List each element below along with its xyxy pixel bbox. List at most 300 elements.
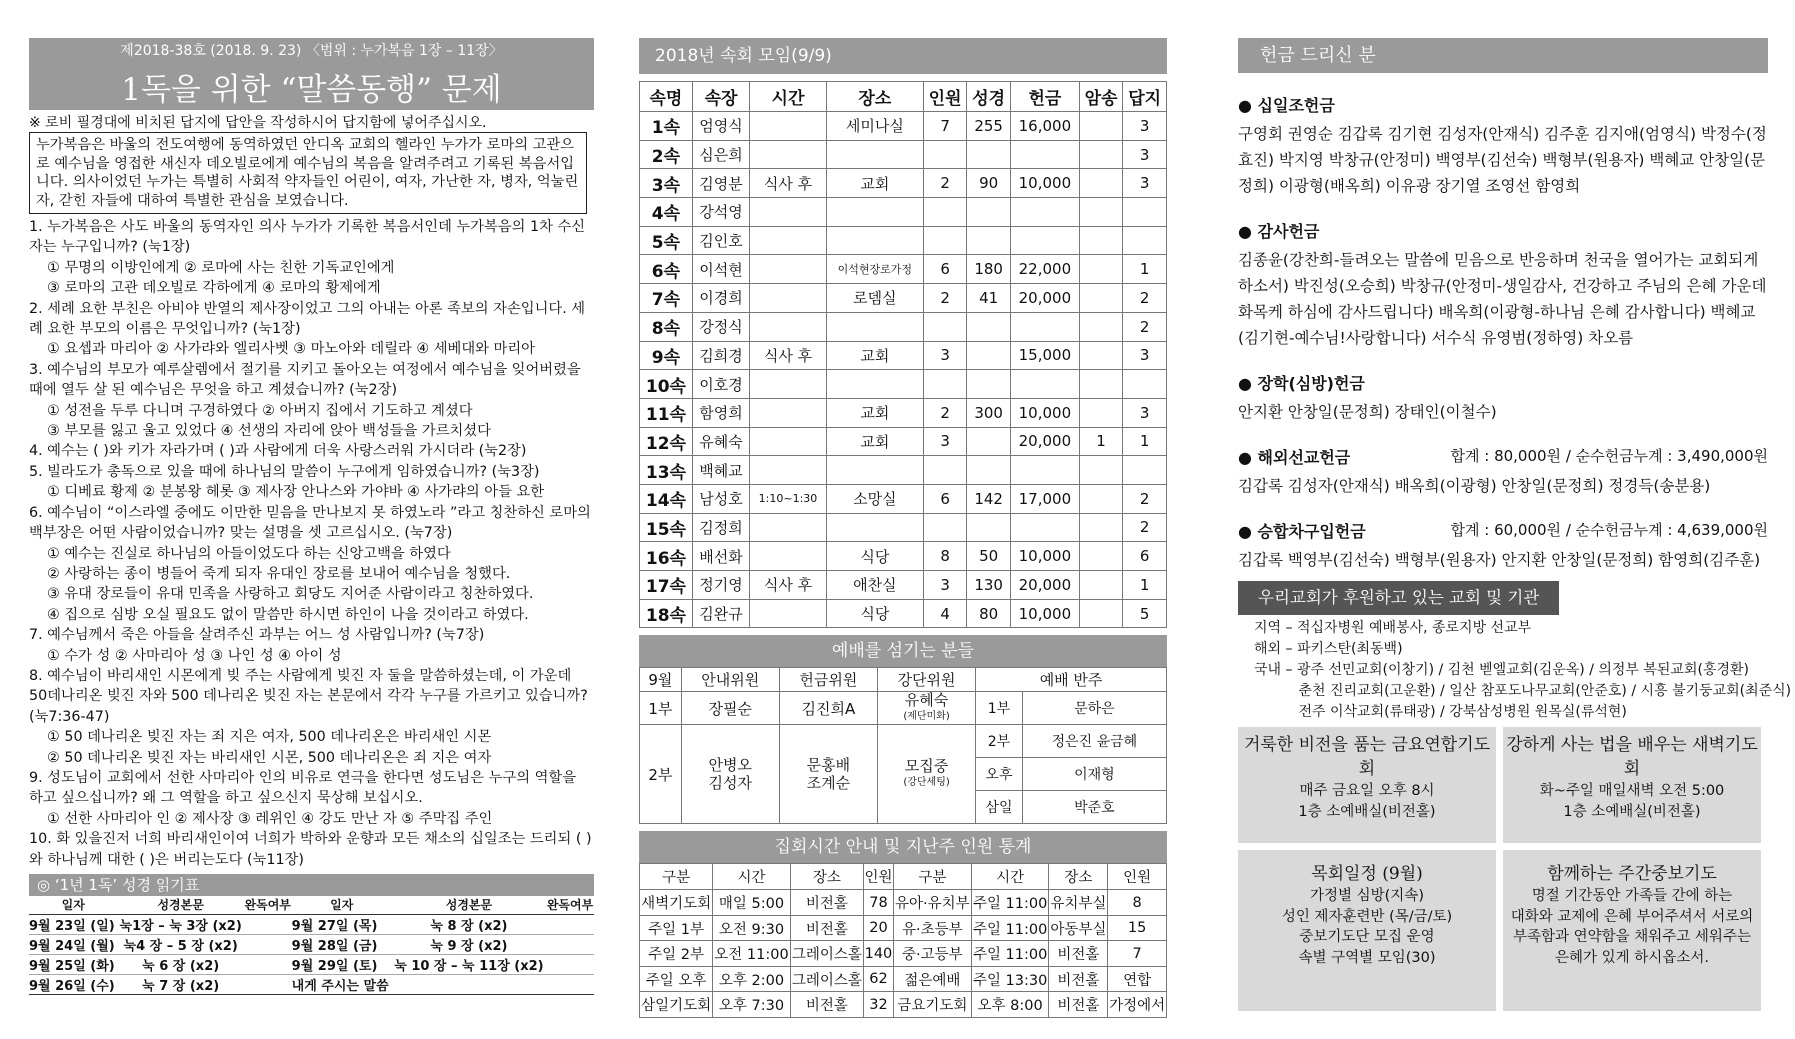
reading-cell: 9월 29일 (토) <box>292 954 392 974</box>
meet-cell <box>1123 198 1167 227</box>
meet-cell <box>750 427 827 456</box>
meet-cell <box>1079 370 1123 399</box>
issue-line: 제2018-38호 (2018. 9. 23) 〈범위 : 누가복음 1장 – 11장〉 <box>120 43 503 59</box>
meet-cell: 김완규 <box>692 599 749 628</box>
stat-cell: 8 <box>1108 890 1167 916</box>
meet-cell: 15,000 <box>1010 341 1079 370</box>
meet-cell: 식사 후 <box>750 169 827 198</box>
meet-cell <box>750 456 827 485</box>
answer-note: ※ 로비 필경대에 비치된 답지에 답안을 작성하시어 답지함에 넣어주십시오. <box>29 115 487 131</box>
meet-cell: 배선화 <box>692 542 749 571</box>
meet-cell: 백혜교 <box>692 456 749 485</box>
altar-1: 유혜숙 <box>904 690 949 709</box>
reading-cell: 눅 7 장 (x2) <box>118 974 244 994</box>
meet-cell <box>923 513 967 542</box>
question-option: ① 수가 성 ② 사마리아 성 ③ 나인 성 ④ 아이 성 <box>47 647 342 664</box>
meet-cell <box>826 370 923 399</box>
meet-cell <box>1123 226 1167 255</box>
meet-cell: 18속 <box>640 599 693 628</box>
meet-cell: 교회 <box>826 169 923 198</box>
meet-cell <box>750 198 827 227</box>
stat-cell: 주일 13:30 <box>971 966 1049 992</box>
stat-cell: 아동부실 <box>1049 915 1108 941</box>
meet-cell: 3 <box>923 571 967 600</box>
stat-cell: 오후 8:00 <box>971 992 1049 1018</box>
meet-cell <box>750 370 827 399</box>
offering-section-title <box>1238 219 1768 241</box>
reading-cell <box>546 974 594 994</box>
meet-cell: 5속 <box>640 226 693 255</box>
meet-cell <box>1010 312 1079 341</box>
stat-title: 집회시간 안내 및 지난주 인원 통계 <box>639 831 1167 863</box>
stat-cell: 유·초등부 <box>893 915 971 941</box>
question-option: ③ 로마의 고관 데오빌로 각하에게 ④ 로마의 황제에게 <box>47 280 381 297</box>
stat-header: 장소 <box>790 864 863 890</box>
donor-list: 김종윤(강찬희-들려오는 말씀에 믿음으로 반응하며 천국을 열어가는 교회되게 하소서) 박진성(오승희) 박창규(안정미-생일감사, 건강하고 주님의 은혜 가운데 화목케 하심에 감사드립니다) 배옥희(이광형-하나님 은혜 감사합니다) 백혜교(김기현-예수님!사랑합니다) 서수식 유영범(정하영) 차오름 <box>1238 251 1767 347</box>
donor-list: 김갑록 백영부(김선숙) 백형부(원용자) 안지환 안창일(문정희) 함영희(김주훈) <box>1238 551 1761 569</box>
meet-cell: 김인호 <box>692 226 749 255</box>
meet-cell: 16속 <box>640 542 693 571</box>
stat-cell: 삼일기도회 <box>640 992 713 1018</box>
meet-cell: 2 <box>1123 312 1167 341</box>
stat-cell: 78 <box>864 890 894 916</box>
info-card <box>1238 850 1496 1011</box>
stat-table <box>639 863 1167 1018</box>
meet-cell: 90 <box>967 169 1011 198</box>
reading-header: 성경본문 <box>118 896 244 914</box>
meet-cell <box>1079 542 1123 571</box>
meet-cell: 3 <box>1123 341 1167 370</box>
meet-cell <box>1079 312 1123 341</box>
question-option: ③ 부모를 잃고 울고 있었다 ④ 선생의 자리에 앉아 백성들을 가르치셨다 <box>47 423 491 440</box>
meet-cell: 6 <box>1123 542 1167 571</box>
offering-2b: 조계순 <box>806 774 851 793</box>
meet-cell <box>1079 255 1123 284</box>
reading-cell <box>546 954 594 974</box>
meet-cell: 11속 <box>640 398 693 427</box>
support-list <box>1238 618 1792 723</box>
reading-cell: 9월 24일 (월) <box>29 934 118 954</box>
meet-cell: 4속 <box>640 198 693 227</box>
reading-cell <box>244 954 292 974</box>
meet-cell: 애찬실 <box>826 571 923 600</box>
meet-cell: 김희경 <box>692 341 749 370</box>
question-text: 2. 세례 요한 부친은 아비야 반열의 제사장이었고 그의 아내는 아론 족보의 자손입니다. 세례 요한 부모의 이름은 무엇입니까? (눅1장) <box>29 300 586 338</box>
stat-header: 인원 <box>1108 864 1167 890</box>
stat-cell: 비전홀 <box>1049 941 1108 967</box>
meet-header: 장소 <box>826 82 923 112</box>
reading-cell: 9월 25일 (화) <box>29 954 118 974</box>
meet-cell: 교회 <box>826 341 923 370</box>
meet-cell: 2 <box>1123 513 1167 542</box>
meet-cell: 7 <box>923 112 967 141</box>
donor-list: 안지환 안창일(문정희) 장태인(이철수) <box>1238 403 1497 421</box>
card-line: 대화와 교제에 은혜 부어주셔서 서로의 <box>1510 908 1754 925</box>
card-title: 함께하는 주간중보기도 <box>1547 864 1717 884</box>
acc-name: 문하은 <box>1022 692 1166 725</box>
offering-column <box>1238 38 1792 1011</box>
meet-cell: 강정식 <box>692 312 749 341</box>
stat-cell: 주일 11:00 <box>971 941 1049 967</box>
stat-cell: 15 <box>1108 915 1167 941</box>
meet-cell: 김정희 <box>692 513 749 542</box>
quiz-title: 1독을 위한 “말씀동행” 문제 <box>121 72 502 108</box>
meet-cell <box>826 226 923 255</box>
meet-cell <box>826 513 923 542</box>
stat-cell: 20 <box>864 915 894 941</box>
meet-cell <box>1010 140 1079 169</box>
question-text: 7. 예수님께서 죽은 아들을 살려주신 과부는 어느 성 사람입니까? (눅7장) <box>29 627 485 644</box>
stat-cell: 주일 오후 <box>640 966 713 992</box>
stat-cell: 비전홀 <box>790 890 863 916</box>
meet-cell <box>1010 513 1079 542</box>
section-name: ● 해외선교헌금 <box>1238 448 1351 467</box>
meet-header: 답지 <box>1123 82 1167 112</box>
meet-cell: 15속 <box>640 513 693 542</box>
meet-cell <box>1079 198 1123 227</box>
acc-label: 삼일 <box>976 791 1023 824</box>
meet-cell: 180 <box>967 255 1011 284</box>
stat-cell: 새벽기도회 <box>640 890 713 916</box>
meet-title: 2018년 속회 모임(9/9) <box>639 38 1167 74</box>
meet-cell: 10,000 <box>1010 398 1079 427</box>
meet-cell: 이호경 <box>692 370 749 399</box>
meet-cell: 8 <box>923 542 967 571</box>
stat-cell: 주일 11:00 <box>971 890 1049 916</box>
reading-cell: 내게 주시는 말씀 <box>292 974 392 994</box>
meet-cell: 3 <box>1123 398 1167 427</box>
meet-cell: 17속 <box>640 571 693 600</box>
stat-cell: 비전홀 <box>1049 992 1108 1018</box>
info-card <box>1238 727 1496 843</box>
meet-cell: 6 <box>923 255 967 284</box>
meet-cell <box>923 140 967 169</box>
reading-cell: 9월 28일 (금) <box>292 934 392 954</box>
meet-cell: 정기영 <box>692 571 749 600</box>
meet-cell: 10,000 <box>1010 169 1079 198</box>
donor-list: 구영회 권영순 김갑록 김기현 김성자(안재식) 김주훈 김지애(엄영식) 박정수(정효진) 박지영 박창규(안정미) 백영부(김선숙) 백형부(원용자) 백혜교 안창일(문정희) 이광형(배옥희) 이유광 장기열 조영선 함영희 <box>1238 125 1767 195</box>
reading-cell: 눅4 장 – 5 장 (x2) <box>118 934 244 954</box>
meet-cell: 1 <box>1123 255 1167 284</box>
acc-name: 박준호 <box>1022 791 1166 824</box>
meet-cell: 1 <box>1079 427 1123 456</box>
meet-cell: 3 <box>1123 112 1167 141</box>
stat-cell: 주일 11:00 <box>971 915 1049 941</box>
stat-cell: 140 <box>864 941 894 967</box>
reading-header: 성경본문 <box>392 896 546 914</box>
guide-2a: 안병오 <box>708 756 752 775</box>
meet-header: 속장 <box>692 82 749 112</box>
meet-cell <box>1079 398 1123 427</box>
meet-cell <box>923 370 967 399</box>
meet-cell <box>826 198 923 227</box>
meet-header: 속명 <box>640 82 693 112</box>
question-option: ③ 유대 장로들이 유대 민족을 사랑하고 회당도 지어준 사람이라고 칭찬하였다. <box>47 586 534 603</box>
support-line: 전주 이삭교회(류태광) / 강북삼성병원 원목실(류석현) <box>1254 704 1627 720</box>
meet-cell: 41 <box>967 284 1011 313</box>
meet-cell <box>967 198 1011 227</box>
question-option: ④ 집으로 심방 오실 필요도 없이 말씀만 하시면 하인이 나을 것이라고 하였다. <box>47 606 529 623</box>
guide-1: 장필순 <box>681 692 779 725</box>
meet-cell: 1:10~1:30 <box>750 484 827 513</box>
meet-header: 암송 <box>1079 82 1123 112</box>
serve-header: 9월 <box>640 668 682 692</box>
meet-cell: 3 <box>1123 169 1167 198</box>
meet-cell: 12속 <box>640 427 693 456</box>
meet-cell: 142 <box>967 484 1011 513</box>
meet-cell: 이석현 <box>692 255 749 284</box>
meet-cell <box>967 226 1011 255</box>
meet-cell: 22,000 <box>1010 255 1079 284</box>
meet-cell <box>967 370 1011 399</box>
question-option: ② 50 데나리온 빚진 자는 바리새인 시몬, 500 데나리온은 죄 지은 여자 <box>47 749 492 766</box>
meet-cell <box>1079 226 1123 255</box>
card-line: 은혜가 있게 하시옵소서. <box>1555 949 1709 966</box>
meet-cell: 남성호 <box>692 484 749 513</box>
stat-cell: 32 <box>864 992 894 1018</box>
meet-cell <box>1010 456 1079 485</box>
meet-cell <box>1079 112 1123 141</box>
serve-header: 헌금위원 <box>779 668 877 692</box>
meet-cell: 김영분 <box>692 169 749 198</box>
question-option: ① 50 데나리온 빚진 자는 죄 지은 여자, 500 데나리온은 바리새인 시몬 <box>47 729 492 746</box>
question-option: ① 선한 사마리아 인 ② 제사장 ③ 레위인 ④ 강도 만난 자 ⑤ 주막집 주인 <box>47 810 493 827</box>
reading-title: ◎ ‘1년 1독’ 성경 읽기표 <box>29 874 594 896</box>
acc-label: 1부 <box>976 692 1023 725</box>
offering-title: 헌금 드리신 분 <box>1238 38 1768 73</box>
meet-cell: 2속 <box>640 140 693 169</box>
meet-cell <box>750 112 827 141</box>
meet-cell: 10,000 <box>1010 542 1079 571</box>
meet-cell <box>750 542 827 571</box>
meet-cell <box>923 456 967 485</box>
meet-cell: 300 <box>967 398 1011 427</box>
section-name: ● 장학(심방)헌금 <box>1238 374 1365 393</box>
stat-cell: 비전홀 <box>790 915 863 941</box>
meet-cell: 심은희 <box>692 140 749 169</box>
meet-cell: 5 <box>1123 599 1167 628</box>
card-line: 중보기도단 모집 운영 <box>1299 929 1435 945</box>
question-option: ② 사랑하는 종이 병들어 죽게 되자 유대인 장로를 보내어 예수님을 청했다. <box>47 565 511 582</box>
reading-cell <box>244 974 292 994</box>
offering-sections <box>1238 93 1768 573</box>
reading-cell: 눅 10 장 – 눅 11장 (x2) <box>392 954 546 974</box>
stat-cell: 주일 1부 <box>640 915 713 941</box>
stat-cell: 유치부실 <box>1049 890 1108 916</box>
reading-cell: 9월 23일 (일) <box>29 914 118 934</box>
meet-cell <box>750 226 827 255</box>
meet-cell: 10속 <box>640 370 693 399</box>
meet-cell <box>1123 456 1167 485</box>
meet-cell: 함영희 <box>692 398 749 427</box>
meet-cell: 2 <box>1123 284 1167 313</box>
stat-cell: 주일 2부 <box>640 941 713 967</box>
stat-cell: 오전 9:30 <box>713 915 791 941</box>
section-amount: 합계 : 80,000원 / 순수헌금누계 : 3,490,000원 <box>1450 447 1768 465</box>
meet-cell <box>1079 571 1123 600</box>
stat-cell: 7 <box>1108 941 1167 967</box>
meet-cell <box>1079 341 1123 370</box>
question-list <box>29 217 594 870</box>
part-2: 2부 <box>640 725 682 824</box>
meet-cell: 교회 <box>826 398 923 427</box>
meet-cell <box>967 427 1011 456</box>
serve-header: 안내위원 <box>681 668 779 692</box>
meet-cell: 13속 <box>640 456 693 485</box>
reading-cell <box>244 914 292 934</box>
stat-header: 인원 <box>864 864 894 890</box>
meet-cell: 교회 <box>826 427 923 456</box>
meet-cell <box>1079 140 1123 169</box>
meet-cell: 식당 <box>826 599 923 628</box>
support-line: 춘천 진리교회(고운환) / 일산 참포도나무교회(안준호) / 시흥 불기둥교회(최준식) <box>1254 683 1792 699</box>
altar-1-note: (제단미화) <box>903 710 950 722</box>
support-line: 해외 – 파키스탄(최동백) <box>1254 641 1403 657</box>
meet-cell <box>826 140 923 169</box>
altar-2: 모집중 <box>904 756 949 775</box>
meet-cell <box>923 198 967 227</box>
meetings-column <box>639 38 1167 1018</box>
intro-box: 누가복음은 바울의 전도여행에 동역하였던 안디옥 교회의 헬라인 누가가 로마의 고관으로 예수님을 영접한 새신자 데오빌로에게 예수님의 복음을 알려주려고 기록된 복음서입니다. 의사이었던 누가는 특별히 사회적 약자들인 어린이, 여자, 가난한 자, 병자, 억눌린 자, 갇힌 자들에 대하여 특별한 관심을 보였습니다. <box>29 132 587 214</box>
altar-2-note: (강단세팅) <box>903 776 950 788</box>
stat-cell: 비전홀 <box>790 992 863 1018</box>
meet-cell: 17,000 <box>1010 484 1079 513</box>
reading-cell <box>392 974 546 994</box>
acc-label: 2부 <box>976 725 1023 758</box>
meet-cell <box>1010 370 1079 399</box>
acc-label: 오후 <box>976 758 1023 791</box>
meet-cell <box>1079 456 1123 485</box>
meet-cell: 유혜숙 <box>692 427 749 456</box>
part-1: 1부 <box>640 692 682 725</box>
stat-cell: 그레이스홀 <box>790 966 863 992</box>
card-line: 명절 기간동안 가족들 간에 하는 <box>1531 888 1733 904</box>
meet-cell: 9속 <box>640 341 693 370</box>
section-name: ● 십일조헌금 <box>1238 96 1335 115</box>
stat-cell: 오후 7:30 <box>713 992 791 1018</box>
acc-name: 정은진 윤금혜 <box>1022 725 1166 758</box>
question-text: 10. 화 있을진저 너희 바리새인이여 너희가 박하와 운향과 모든 채소의 십일조는 드리되 ( )와 하나님께 대한 ( )은 버리는도다 (눅11장) <box>29 831 592 868</box>
guide-2b: 김성자 <box>708 774 752 793</box>
stat-header: 구분 <box>893 864 971 890</box>
card-line: 가정별 심방(지속) <box>1310 888 1424 904</box>
section-name: ● 감사헌금 <box>1238 222 1320 241</box>
meet-cell <box>1079 513 1123 542</box>
question-text: 8. 예수님이 바리새인 시몬에게 빚 주는 사람에게 빚진 자 둘을 말씀하셨는데, 이 가운데 50데나리온 빚진 자와 500 데나리온 빚진 자는 본문에서 각각 누구를 가르키고 있습니까? (눅7:36-47) <box>29 667 588 725</box>
card-line: 부족함과 연약함을 채워주고 세워주는 <box>1513 929 1751 945</box>
stat-cell: 오후 2:00 <box>713 966 791 992</box>
meet-cell <box>826 312 923 341</box>
reading-header: 완독여부 <box>546 896 594 914</box>
meet-cell <box>1123 370 1167 399</box>
meet-cell: 10,000 <box>1010 599 1079 628</box>
info-card <box>1503 850 1761 1011</box>
card-line: 성인 제자훈련반 (목/금/토) <box>1281 908 1453 925</box>
reading-header: 완독여부 <box>244 896 292 914</box>
meet-cell <box>750 312 827 341</box>
offering-section-title <box>1238 93 1768 115</box>
card-line: 1층 소예배실(비전홀) <box>1563 803 1701 820</box>
meet-cell: 3속 <box>640 169 693 198</box>
meet-cell <box>923 312 967 341</box>
stat-header: 시간 <box>713 864 791 890</box>
section-amount: 합계 : 60,000원 / 순수헌금누계 : 4,639,000원 <box>1450 521 1768 539</box>
card-title: 강하게 사는 법을 배우는 새벽기도회 <box>1506 735 1758 779</box>
stat-cell: 62 <box>864 966 894 992</box>
meet-cell <box>750 398 827 427</box>
question-text: 1. 누가복음은 사도 바울의 동역자인 의사 누가가 기록한 복음서인데 누가복음의 1차 수신자는 누구입니까? (눅1장) <box>29 219 586 256</box>
card-line: 1층 소예배실(비전홀) <box>1298 803 1436 820</box>
reading-cell: 눅 8 장 (x2) <box>392 914 546 934</box>
stat-header: 구분 <box>640 864 713 890</box>
meet-cell <box>1010 226 1079 255</box>
question-option: ① 성전을 두루 다니며 구경하였다 ② 아버지 집에서 기도하고 계셨다 <box>47 402 473 419</box>
quiz-column <box>29 38 594 995</box>
reading-cell <box>244 934 292 954</box>
meet-cell <box>923 226 967 255</box>
meet-header: 성경 <box>967 82 1011 112</box>
meet-cell: 3 <box>923 427 967 456</box>
meet-cell <box>967 456 1011 485</box>
stat-cell: 그레이스홀 <box>790 941 863 967</box>
meet-cell: 20,000 <box>1010 284 1079 313</box>
serve-title: 예배를 섬기는 분들 <box>639 635 1167 667</box>
meet-cell <box>967 513 1011 542</box>
meet-cell: 엄영식 <box>692 112 749 141</box>
question-text: 5. 빌라도가 총독으로 있을 때에 하나님의 말씀이 누구에게 임하였습니까? (눅3장) <box>29 463 540 480</box>
question-option: ① 디베료 황제 ② 분봉왕 헤롯 ③ 제사장 안나스와 가야바 ④ 사가랴의 아들 요한 <box>47 484 545 501</box>
meet-cell <box>750 599 827 628</box>
reading-header: 일자 <box>292 896 392 914</box>
meet-cell: 2 <box>1123 484 1167 513</box>
meet-header: 시간 <box>750 82 827 112</box>
section-name: ● 승합차구입헌금 <box>1238 522 1366 541</box>
card-line: 화~주일 매일새벽 오전 5:00 <box>1539 783 1725 799</box>
card-line: 매주 금요일 오후 8시 <box>1299 783 1435 799</box>
support-line: 국내 – 광주 선민교회(이창기) / 김천 벧엘교회(김운옥) / 의정부 복된교회(홍경환) <box>1254 662 1749 678</box>
meet-cell: 130 <box>967 571 1011 600</box>
offering-section-title <box>1238 519 1768 541</box>
meet-cell: 7속 <box>640 284 693 313</box>
reading-cell <box>546 914 594 934</box>
info-card <box>1503 727 1761 843</box>
meet-cell <box>1079 284 1123 313</box>
meet-cell: 20,000 <box>1010 427 1079 456</box>
meet-header: 헌금 <box>1010 82 1079 112</box>
meet-cell: 16,000 <box>1010 112 1079 141</box>
reading-cell <box>546 934 594 954</box>
offering-section-title <box>1238 371 1768 393</box>
reading-header: 일자 <box>29 896 118 914</box>
meet-cell: 1속 <box>640 112 693 141</box>
meet-header: 인원 <box>923 82 967 112</box>
meet-cell: 2 <box>923 284 967 313</box>
meet-table <box>639 81 1167 628</box>
reading-cell: 눅 9 장 (x2) <box>392 934 546 954</box>
meet-cell: 6 <box>923 484 967 513</box>
offering-section-title <box>1238 445 1768 467</box>
question-option: ① 요셉과 마리아 ② 사가랴와 엘리사벳 ③ 마노아와 데릴라 ④ 세베대와 마리아 <box>47 341 535 358</box>
stat-cell: 중·고등부 <box>893 941 971 967</box>
stat-cell: 유아·유치부 <box>893 890 971 916</box>
quiz-header <box>29 38 594 110</box>
meet-cell: 4 <box>923 599 967 628</box>
support-line: 지역 – 적십자병원 예배봉사, 종로지방 선교부 <box>1254 620 1532 636</box>
question-text: 6. 예수님이 “이스라엘 중에도 이만한 믿음을 만나보지 못 하였노라 ”라고 칭찬하신 로마의 백부장은 어떤 사람이었습니까? 맞는 설명을 셋 고르십시오. (눅7장) <box>29 504 591 542</box>
reading-cell: 눅 6 장 (x2) <box>118 954 244 974</box>
stat-cell: 오전 11:00 <box>713 941 791 967</box>
meet-cell <box>1079 599 1123 628</box>
